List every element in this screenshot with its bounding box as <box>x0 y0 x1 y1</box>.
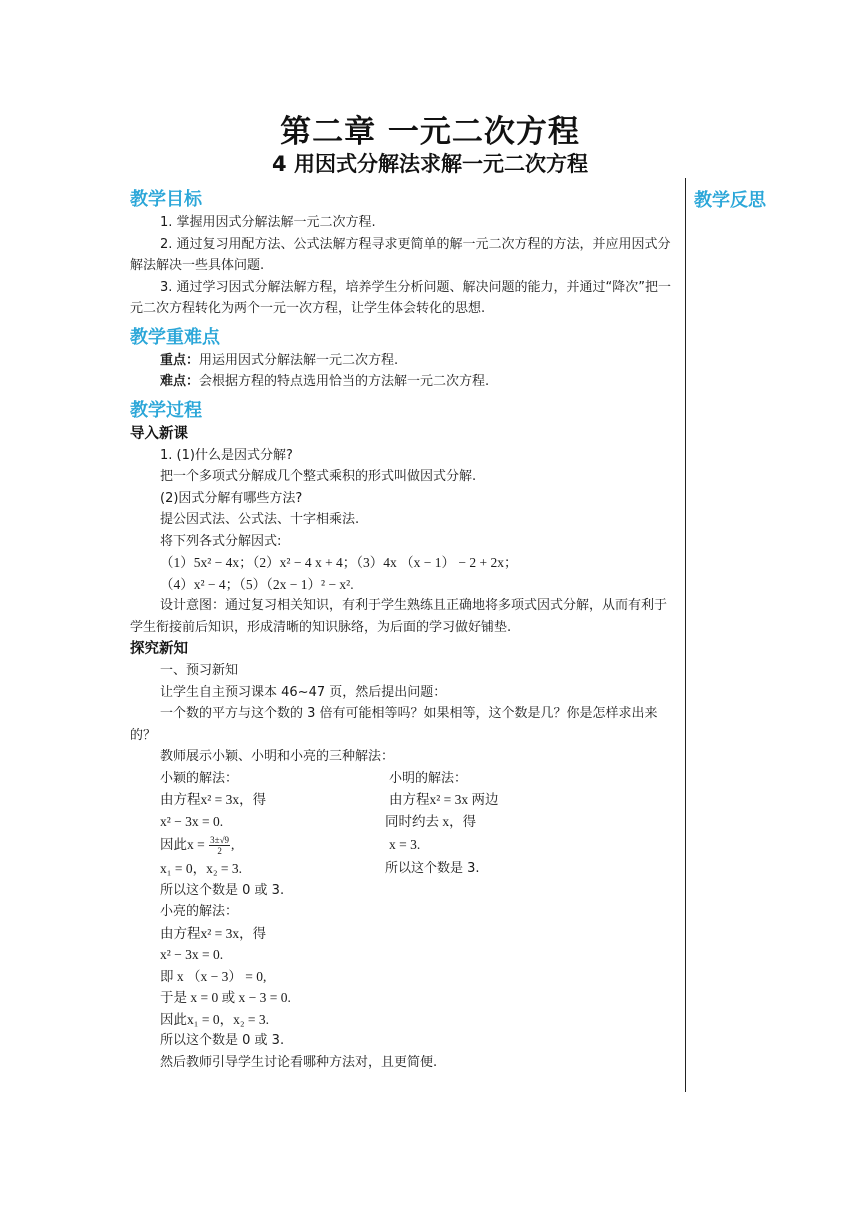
objective-item: 1. 掌握用因式分解法解一元二次方程. <box>160 215 376 230</box>
key-points-heading: 教学重难点 <box>130 326 220 348</box>
objective-item: 2. 通过复习用配方法、公式法解方程寻求更简单的解一元二次方程的方法，并应用因式分解法解决一些具体问题. <box>130 236 671 273</box>
intro-line: (2)因式分解有哪些方法? <box>160 490 303 506</box>
solution-title: 小亮的解法： <box>160 904 239 919</box>
intro-heading: 导入新课 <box>130 425 188 442</box>
solution-step: 即 x （x − 3） = 0, <box>160 968 267 984</box>
equation-prefix: 因此x = <box>160 837 205 852</box>
solution-step: x = 3. <box>389 837 421 852</box>
exercise-line: （1）5x² − 4x；（2）x² − 4 x + 4；（3）4x （x − 1） − 2 + 2x； <box>160 555 518 570</box>
solution-step: 所以这个数是 3. <box>385 861 480 876</box>
solution-step <box>130 832 385 858</box>
difficulty-line <box>130 371 678 393</box>
exercise-line: （4）x² − 4；（5）（2x − 1）² − x². <box>160 576 354 592</box>
equation-suffix: , <box>231 837 235 852</box>
lesson-body <box>130 188 678 1073</box>
process-heading: 教学过程 <box>130 399 202 421</box>
objective-item: 3. 通过学习因式分解法解方程，培养学生分析问题、解决问题的能力，并通过“降次”把一元二次方程转化为两个一元一次方程，让学生体会转化的思想. <box>130 279 672 316</box>
intro-line: 提公因式法、公式法、十字相乘法. <box>160 512 360 527</box>
explore-step: 一、预习新知 <box>160 663 239 678</box>
intro-line: 将下列各式分解因式: <box>160 533 282 549</box>
column-divider <box>685 178 686 1092</box>
solution-step: 所以这个数是 0 或 3. <box>160 1033 285 1048</box>
solution-title: 小明的解法： <box>389 770 468 786</box>
design-intent: 设计意图：通过复习相关知识，有利于学生熟练且正确地将多项式因式分解，从而有利于学生衔接前后知识，形成清晰的知识脉络，为后面的学习做好铺垫. <box>130 598 668 635</box>
solution-step: 由方程x² = 3x，得 <box>160 925 267 941</box>
solution-step: 由方程x² = 3x，得 <box>160 792 267 807</box>
difficulty-label: 难点： <box>160 374 200 389</box>
solution-step: 因此x₁ = 0，x₂ = 3. <box>160 1011 270 1027</box>
intro-line: 1. (1)什么是因式分解? <box>160 447 293 463</box>
solution-step: 所以这个数是 0 或 3. <box>160 882 285 898</box>
key-point-label: 重点： <box>160 352 200 368</box>
lesson-title: 4 用因式分解法求解一元二次方程 <box>272 152 588 176</box>
explore-line: 一个数的平方与这个数的 3 倍有可能相等吗？如果相等，这个数是几？你是怎样求出来的？ <box>130 706 658 743</box>
objectives-heading: 教学目标 <box>130 189 202 210</box>
xiaoming-solution <box>385 768 499 902</box>
difficulty-text: 会根据方程的特点选用恰当的方法解一元二次方程. <box>199 374 490 389</box>
solution-step: x₁ = 0，x₂ = 3. <box>160 861 243 876</box>
solution-step: 于是 x = 0 或 x − 3 = 0. <box>160 990 291 1005</box>
reflection-heading: 教学反思 <box>694 190 766 211</box>
chapter-title: 第二章 一元二次方程 <box>280 114 580 150</box>
key-point-text: 用运用因式分解法解一元二次方程. <box>199 352 399 368</box>
fraction <box>209 835 230 856</box>
closing-line: 然后教师引导学生讨论看哪种方法对，且更简便. <box>160 1054 438 1070</box>
solutions-row <box>130 768 678 902</box>
solution-step: 同时约去 x，得 <box>385 813 477 829</box>
xiaoying-solution <box>130 768 385 902</box>
explore-heading: 探究新知 <box>130 641 188 657</box>
solution-step: x² − 3x = 0. <box>160 813 224 829</box>
explore-line: 让学生自主预习课本 46~47 页，然后提出问题： <box>160 684 447 700</box>
solution-step: x² − 3x = 0. <box>160 947 224 962</box>
xiaoliang-solution <box>130 901 678 1052</box>
intro-line: 把一个多项式分解成几个整式乘积的形式叫做因式分解. <box>160 469 477 484</box>
fraction-numerator: 3±√9 <box>210 835 230 846</box>
explore-line: 教师展示小颖、小明和小亮的三种解法： <box>160 749 395 764</box>
solution-step: 由方程x² = 3x 两边 <box>389 792 499 807</box>
key-point-line <box>130 350 678 372</box>
solution-title: 小颖的解法： <box>160 770 239 786</box>
fraction-denominator: 2 <box>217 846 222 857</box>
